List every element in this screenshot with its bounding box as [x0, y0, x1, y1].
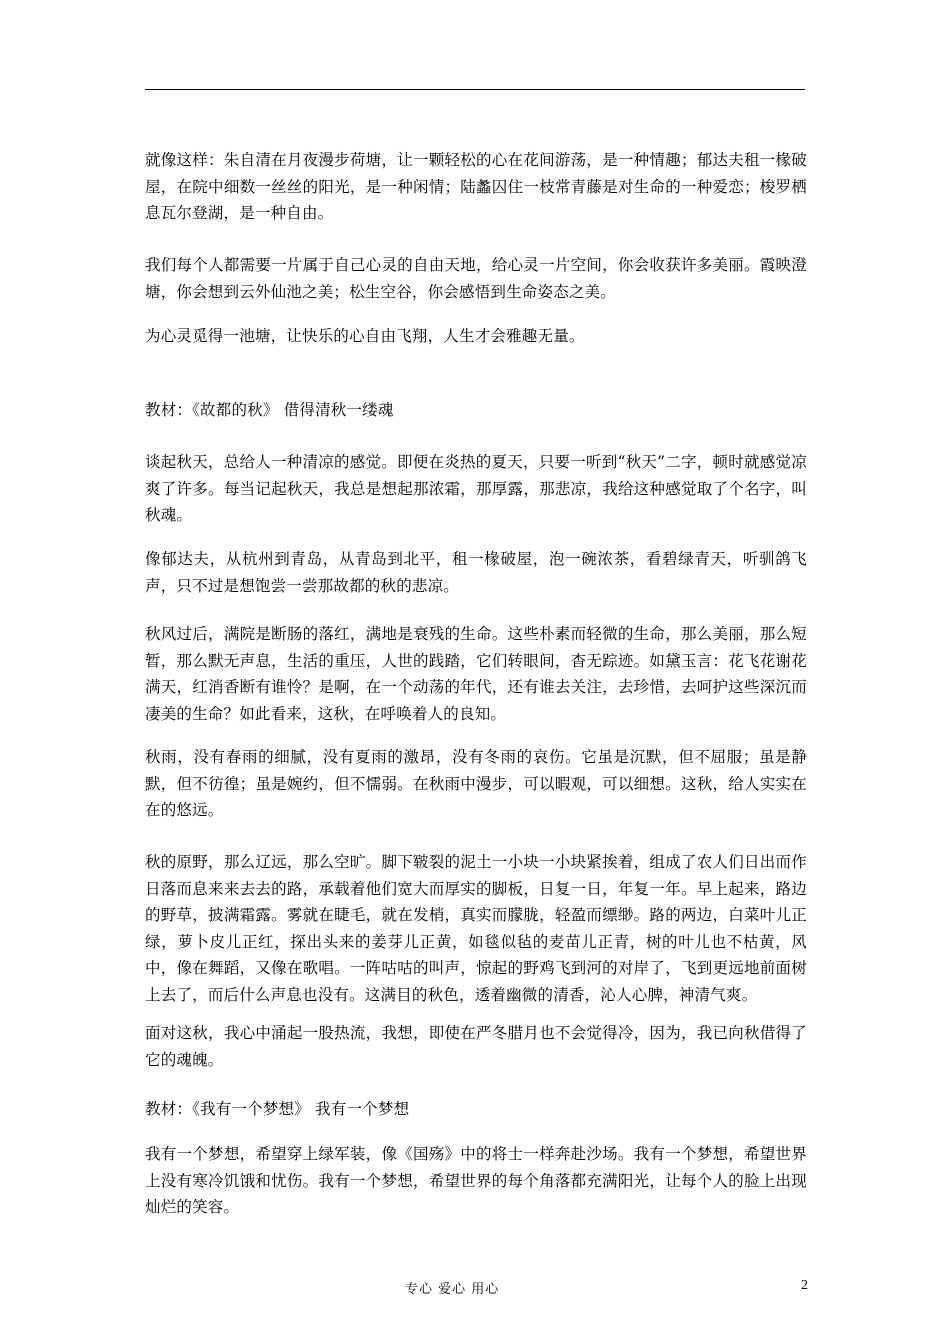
paragraph-5: 像郁达夫，从杭州到青岛，从青岛到北平，租一椽破屋，泡一碗浓茶，看碧绿青天，听驯鸽飞声，只不过是想饱尝一尝那故都的秋的悲凉。 — [145, 550, 807, 595]
paragraph-3: 为心灵觅得一池塘，让快乐的心自由飞翔，人生才会雅趣无量。 — [145, 327, 585, 345]
paragraph-6: 秋风过后，满院是断肠的落红，满地是衰残的生命。这些朴素而轻微的生命，那么美丽，那么短暂，那么默无声息，生活的重压，人世的践踏，它们转眼间，杳无踪迹。如黛玉言：花飞花谢花满天，红消香断有谁怜？是啊，在一个动荡的年代，还有谁去关注，去珍惜，去呵护这些深沉而凄美的生命？如此看来，这秋，在呼唤着人的良知。 — [145, 625, 807, 723]
footer-motto: 专心 爱心 用心 — [405, 1282, 500, 1297]
section-heading-gudu-de-qiu: 教材：《故都的秋》 借得清秋一缕魂 — [145, 401, 394, 419]
paragraph-7: 秋雨，没有春雨的细腻，没有夏雨的激昂，没有冬雨的哀伤。它虽是沉默，但不屈服；虽是静默，但不彷徨；虽是婉约，但不懦弱。在秋雨中漫步，可以暇观，可以细想。这秋，给人实实在在的悠远。 — [145, 748, 807, 819]
paragraph-10: 我有一个梦想，希望穿上绿军装，像《国殇》中的将士一样奔赴沙场。我有一个梦想，希望世界上没有寒冷饥饿和忧伤。我有一个梦想，希望世界的每个角落都充满阳光，让每个人的脸上出现灿烂的笑容。 — [145, 1145, 807, 1216]
paragraph-2: 我们每个人都需要一片属于自己心灵的自由天地，给心灵一片空间，你会收获许多美丽。霞映澄塘，你会想到云外仙池之美；松生空谷，你会感悟到生命姿态之美。 — [145, 256, 807, 301]
paragraph-9: 面对这秋，我心中涌起一股热流，我想，即使在严冬腊月也不会觉得冷，因为，我已向秋借得了它的魂魄。 — [145, 1024, 807, 1069]
page-number: 2 — [801, 1278, 808, 1293]
header-rule — [145, 89, 805, 90]
section-heading-dream: 教材：《我有一个梦想》 我有一个梦想 — [145, 1100, 410, 1118]
paragraph-8: 秋的原野，那么辽远，那么空旷。脚下皲裂的泥土一小块一小块紧挨着，组成了农人们日出而作日落而息来来去去的路，承载着他们宽大而厚实的脚板，日复一日，年复一年。早上起来，路边的野草，披满霜露。雾就在睫毛，就在发梢，真实而朦胧，轻盈而缥缈。路的两边，白菜叶儿正绿，萝卜皮儿正红，探出头来的姜芽儿正黄，如毯似毡的麦苗儿正青，树的叶儿也不枯黄，风中，像在舞蹈，又像在歌唱。一阵咕咕的叫声，惊起的野鸡飞到河的对岸了，飞到更远地前面树上去了，而后什么声息也没有。这满目的秋色，透着幽微的清香，沁人心脾，神清气爽。 — [145, 853, 807, 1004]
paragraph-1: 就像这样：朱自清在月夜漫步荷塘，让一颗轻松的心在花间游荡，是一种情趣；郁达夫租一椽破屋，在院中细数一丝丝的阳光，是一种闲情；陆蠡囚住一枝常青藤是对生命的一种爱恋；梭罗栖息瓦尔登湖，是一种自由。 — [145, 151, 807, 222]
paragraph-4: 谈起秋天，总给人一种清凉的感觉。即便在炎热的夏天，只要一听到“秋天”二字，顿时就感觉凉爽了许多。每当记起秋天，我总是想起那浓霜，那厚露，那悲凉，我给这种感觉取了个名字，叫秋魂。 — [145, 453, 807, 524]
